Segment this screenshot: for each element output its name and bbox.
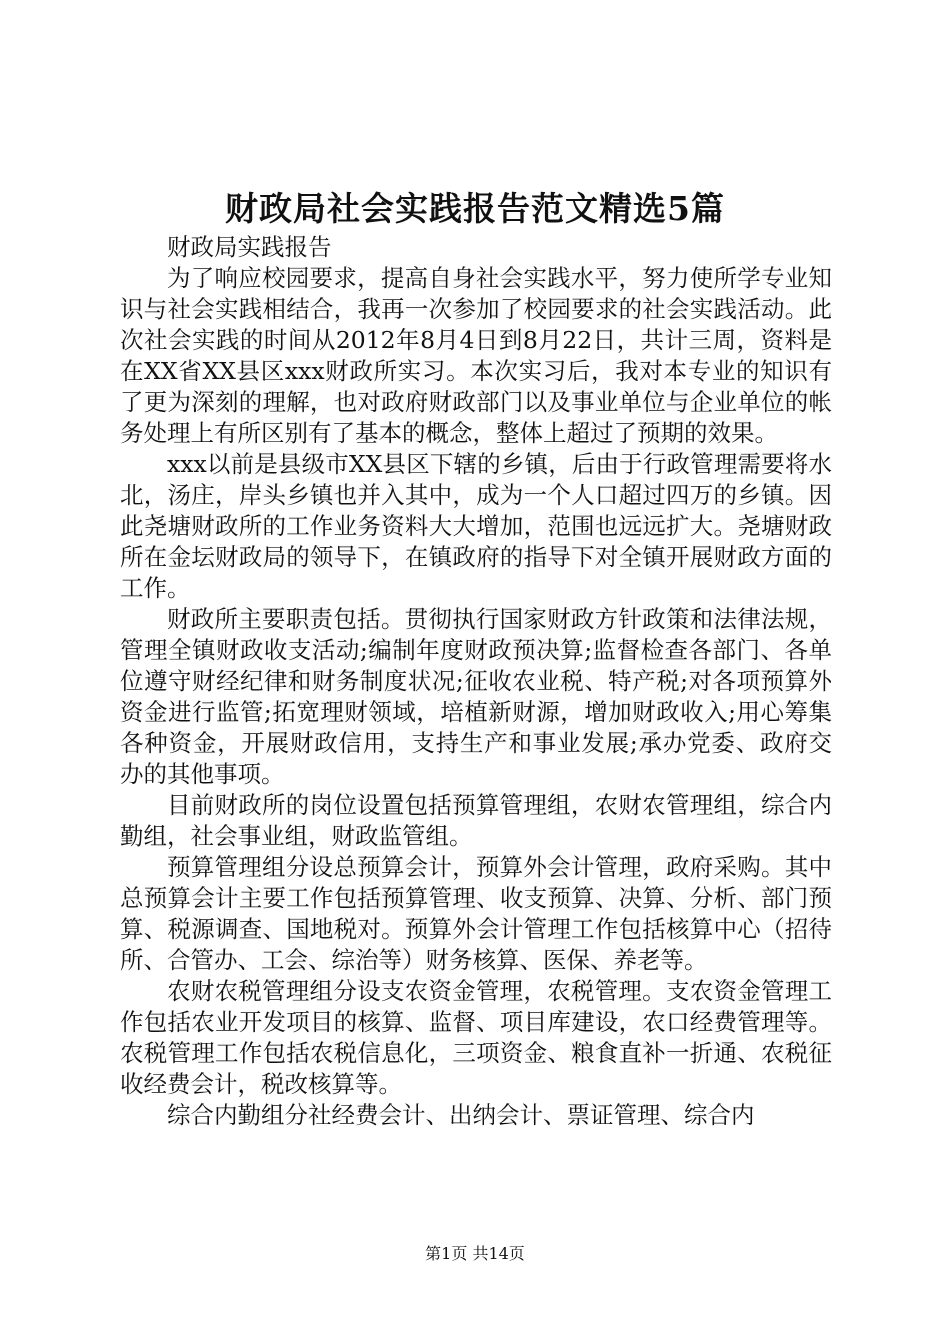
paragraph: 综合内勤组分社经费会计、出纳会计、票证管理、综合内 — [167, 1101, 755, 1129]
document-title: 财政局社会实践报告范文精选5篇 — [225, 189, 725, 228]
page-number-footer: 第1页 共14页 — [425, 1244, 525, 1263]
paragraph: 农财农税管理组分设支农资金管理，农税管理。支农资金管理工作包括农业开发项目的核算、监督、项目库建设，农口经费管理等。农税管理工作包括农税信息化，三项资金、粮食直补一折通、农税征收经费会计，税改核算等。 — [120, 977, 832, 1098]
paragraph: xxx以前是县级市XX县区下辖的乡镇，后由于行政管理需要将水北，汤庄，岸头乡镇也并入其中，成为一个人口超过四万的乡镇。因此尧塘财政所的工作业务资料大大增加，范围也远远扩大。尧塘财政所在金坛财政局的领导下，在镇政府的指导下对全镇开展财政方面的工作。 — [120, 450, 832, 602]
paragraph: 预算管理组分设总预算会计，预算外会计管理，政府采购。其中总预算会计主要工作包括预算管理、收支预算、决算、分析、部门预算、税源调查、国地税对。预算外会计管理工作包括核算中心（招待所、合管办、工会、综治等）财务核算、医保、养老等。 — [120, 853, 832, 974]
paragraph: 为了响应校园要求，提高自身社会实践水平，努力使所学专业知识与社会实践相结合，我再一次参加了校园要求的社会实践活动。此次社会实践的时间从2012年8月4日到8月22日，共计三周，资料是在XX省XX县区xxx财政所实习。本次实习后，我对本专业的知识有了更为深刻的理解，也对政府财政部门以及事业单位与企业单位的帐务处理上有所区别有了基本的概念，整体上超过了预期的效果。 — [120, 264, 832, 447]
paragraph: 财政所主要职责包括。贯彻执行国家财政方针政策和法律法规，管理全镇财政收支活动;编制年度财政预决算;监督检查各部门、各单位遵守财经纪律和财务制度状况;征收农业税、特产税;对各项预算外资金进行监管;拓宽理财领域，培植新财源，增加财政收入;用心筹集各种资金，开展财政信用，支持生产和事业发展;承办党委、政府交办的其他事项。 — [120, 605, 832, 788]
paragraph: 目前财政所的岗位设置包括预算管理组，农财农管理组，综合内勤组，社会事业组，财政监管组。 — [120, 791, 832, 850]
document-body — [120, 232, 832, 1131]
section-heading: 财政局实践报告 — [167, 233, 332, 261]
